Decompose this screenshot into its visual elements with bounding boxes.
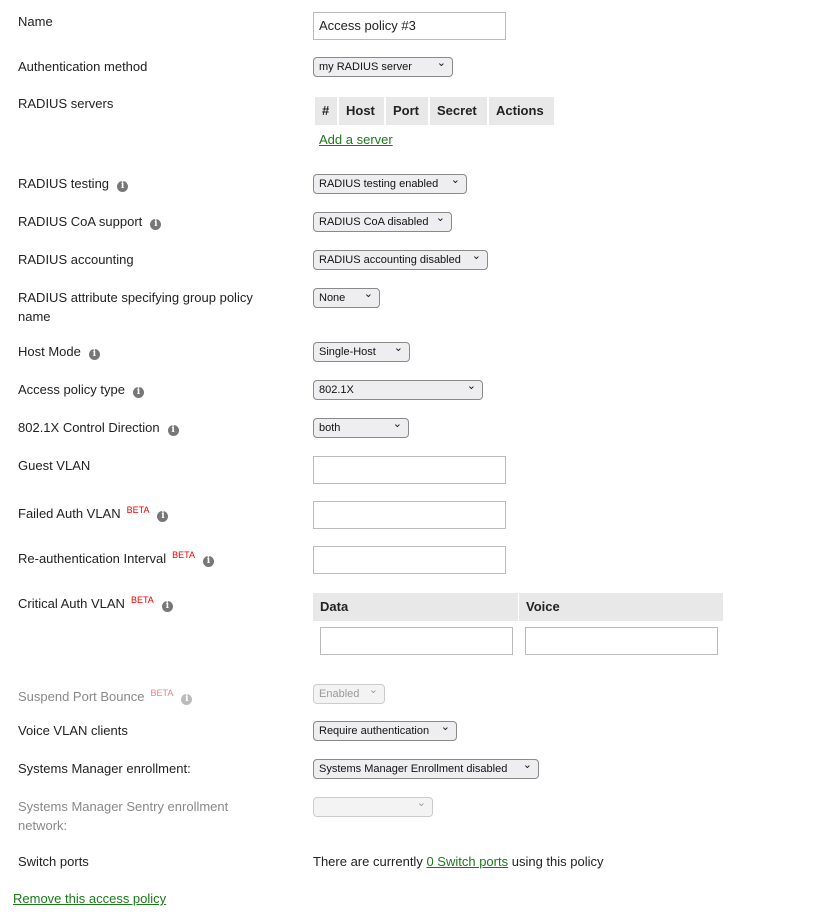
radius-coa-select[interactable]: RADIUS CoA disabled ⌄	[313, 212, 452, 232]
radius-accounting-select[interactable]: RADIUS accounting disabled ⌄	[313, 250, 488, 270]
sm-enrollment-label: Systems Manager enrollment:	[18, 761, 191, 776]
col-voice: Voice	[519, 593, 723, 621]
name-input[interactable]: Access policy #3	[313, 12, 506, 40]
reauth-interval-input[interactable]	[313, 546, 506, 574]
info-icon[interactable]: i	[168, 425, 179, 436]
sm-sentry-select	[313, 797, 433, 817]
control-direction-label: 802.1X Control Direction i	[18, 418, 288, 437]
radius-testing-label: RADIUS testing i	[18, 174, 288, 193]
guest-vlan-input[interactable]	[313, 456, 506, 484]
voice-vlan-clients-select[interactable]: Require authentication ⌄	[313, 721, 457, 741]
col-secret: Secret	[430, 97, 487, 125]
policy-type-label: Access policy type i	[18, 380, 288, 399]
info-icon[interactable]: i	[150, 219, 161, 230]
switch-ports-text: There are currently 0 Switch ports using this policy	[313, 854, 604, 869]
guest-vlan-label: Guest VLAN	[18, 458, 91, 473]
info-icon[interactable]: i	[203, 556, 214, 567]
add-server-link[interactable]: Add a server	[319, 132, 393, 147]
control-direction-select[interactable]: both ⌄	[313, 418, 409, 438]
beta-badge: BETA	[126, 505, 150, 515]
name-label: Name	[18, 14, 53, 29]
failed-auth-vlan-input[interactable]	[313, 501, 506, 529]
critical-data-vlan-input[interactable]	[320, 627, 513, 655]
radius-accounting-label: RADIUS accounting	[18, 252, 134, 267]
reauth-interval-label: Re-authentication Interval $^{BETA}$i	[18, 546, 288, 568]
info-icon[interactable]: i	[133, 387, 144, 398]
info-icon[interactable]: i	[157, 511, 168, 522]
beta-badge: BETA	[130, 595, 154, 605]
radius-testing-select[interactable]: RADIUS testing enabled ⌄	[313, 174, 467, 194]
col-actions: Actions	[489, 97, 554, 125]
col-data: Data	[313, 593, 518, 621]
radius-servers-label: RADIUS servers	[18, 96, 114, 111]
critical-voice-vlan-input[interactable]	[525, 627, 718, 655]
suspend-port-bounce-select: Enabled ⌄	[313, 684, 385, 704]
beta-badge: BETA	[150, 688, 174, 698]
radius-attribute-select[interactable]: None ⌄	[313, 288, 380, 308]
beta-badge: BETA	[172, 550, 195, 560]
host-mode-label: Host Mode i	[18, 342, 288, 361]
remove-policy-link[interactable]: Remove this access policy	[13, 891, 167, 906]
suspend-port-bounce-label: Suspend Port Bounce $^{BETA}$i	[18, 684, 288, 706]
auth-method-label: Authentication method	[18, 59, 148, 74]
col-host: Host	[339, 97, 384, 125]
info-icon[interactable]: i	[89, 349, 100, 360]
host-mode-select[interactable]: Single-Host ⌄	[313, 342, 410, 362]
switch-ports-label: Switch ports	[18, 854, 89, 869]
sm-sentry-label: Systems Manager Sentry enrollment network:	[18, 799, 229, 833]
info-icon[interactable]: i	[162, 601, 173, 612]
auth-method-select[interactable]: my RADIUS server ⌄	[313, 57, 453, 77]
info-icon: i	[181, 694, 192, 705]
radius-attribute-label: RADIUS attribute specifying group policy name	[18, 290, 253, 324]
sm-enrollment-select[interactable]: Systems Manager Enrollment disabled ⌄	[313, 759, 539, 779]
failed-auth-vlan-label: Failed Auth VLAN $^{BETA}$i	[18, 501, 288, 523]
radius-coa-label: RADIUS CoA support i	[18, 212, 288, 231]
policy-type-select[interactable]: 802.1X ⌄	[313, 380, 483, 400]
col-port: Port	[386, 97, 428, 125]
col-number: #	[315, 97, 337, 125]
switch-ports-link[interactable]: 0 Switch ports	[426, 854, 509, 869]
info-icon[interactable]: i	[117, 181, 128, 192]
voice-vlan-clients-label: Voice VLAN clients	[18, 723, 128, 738]
critical-auth-vlan-label: Critical Auth VLAN $^{BETA}$i	[18, 591, 288, 613]
